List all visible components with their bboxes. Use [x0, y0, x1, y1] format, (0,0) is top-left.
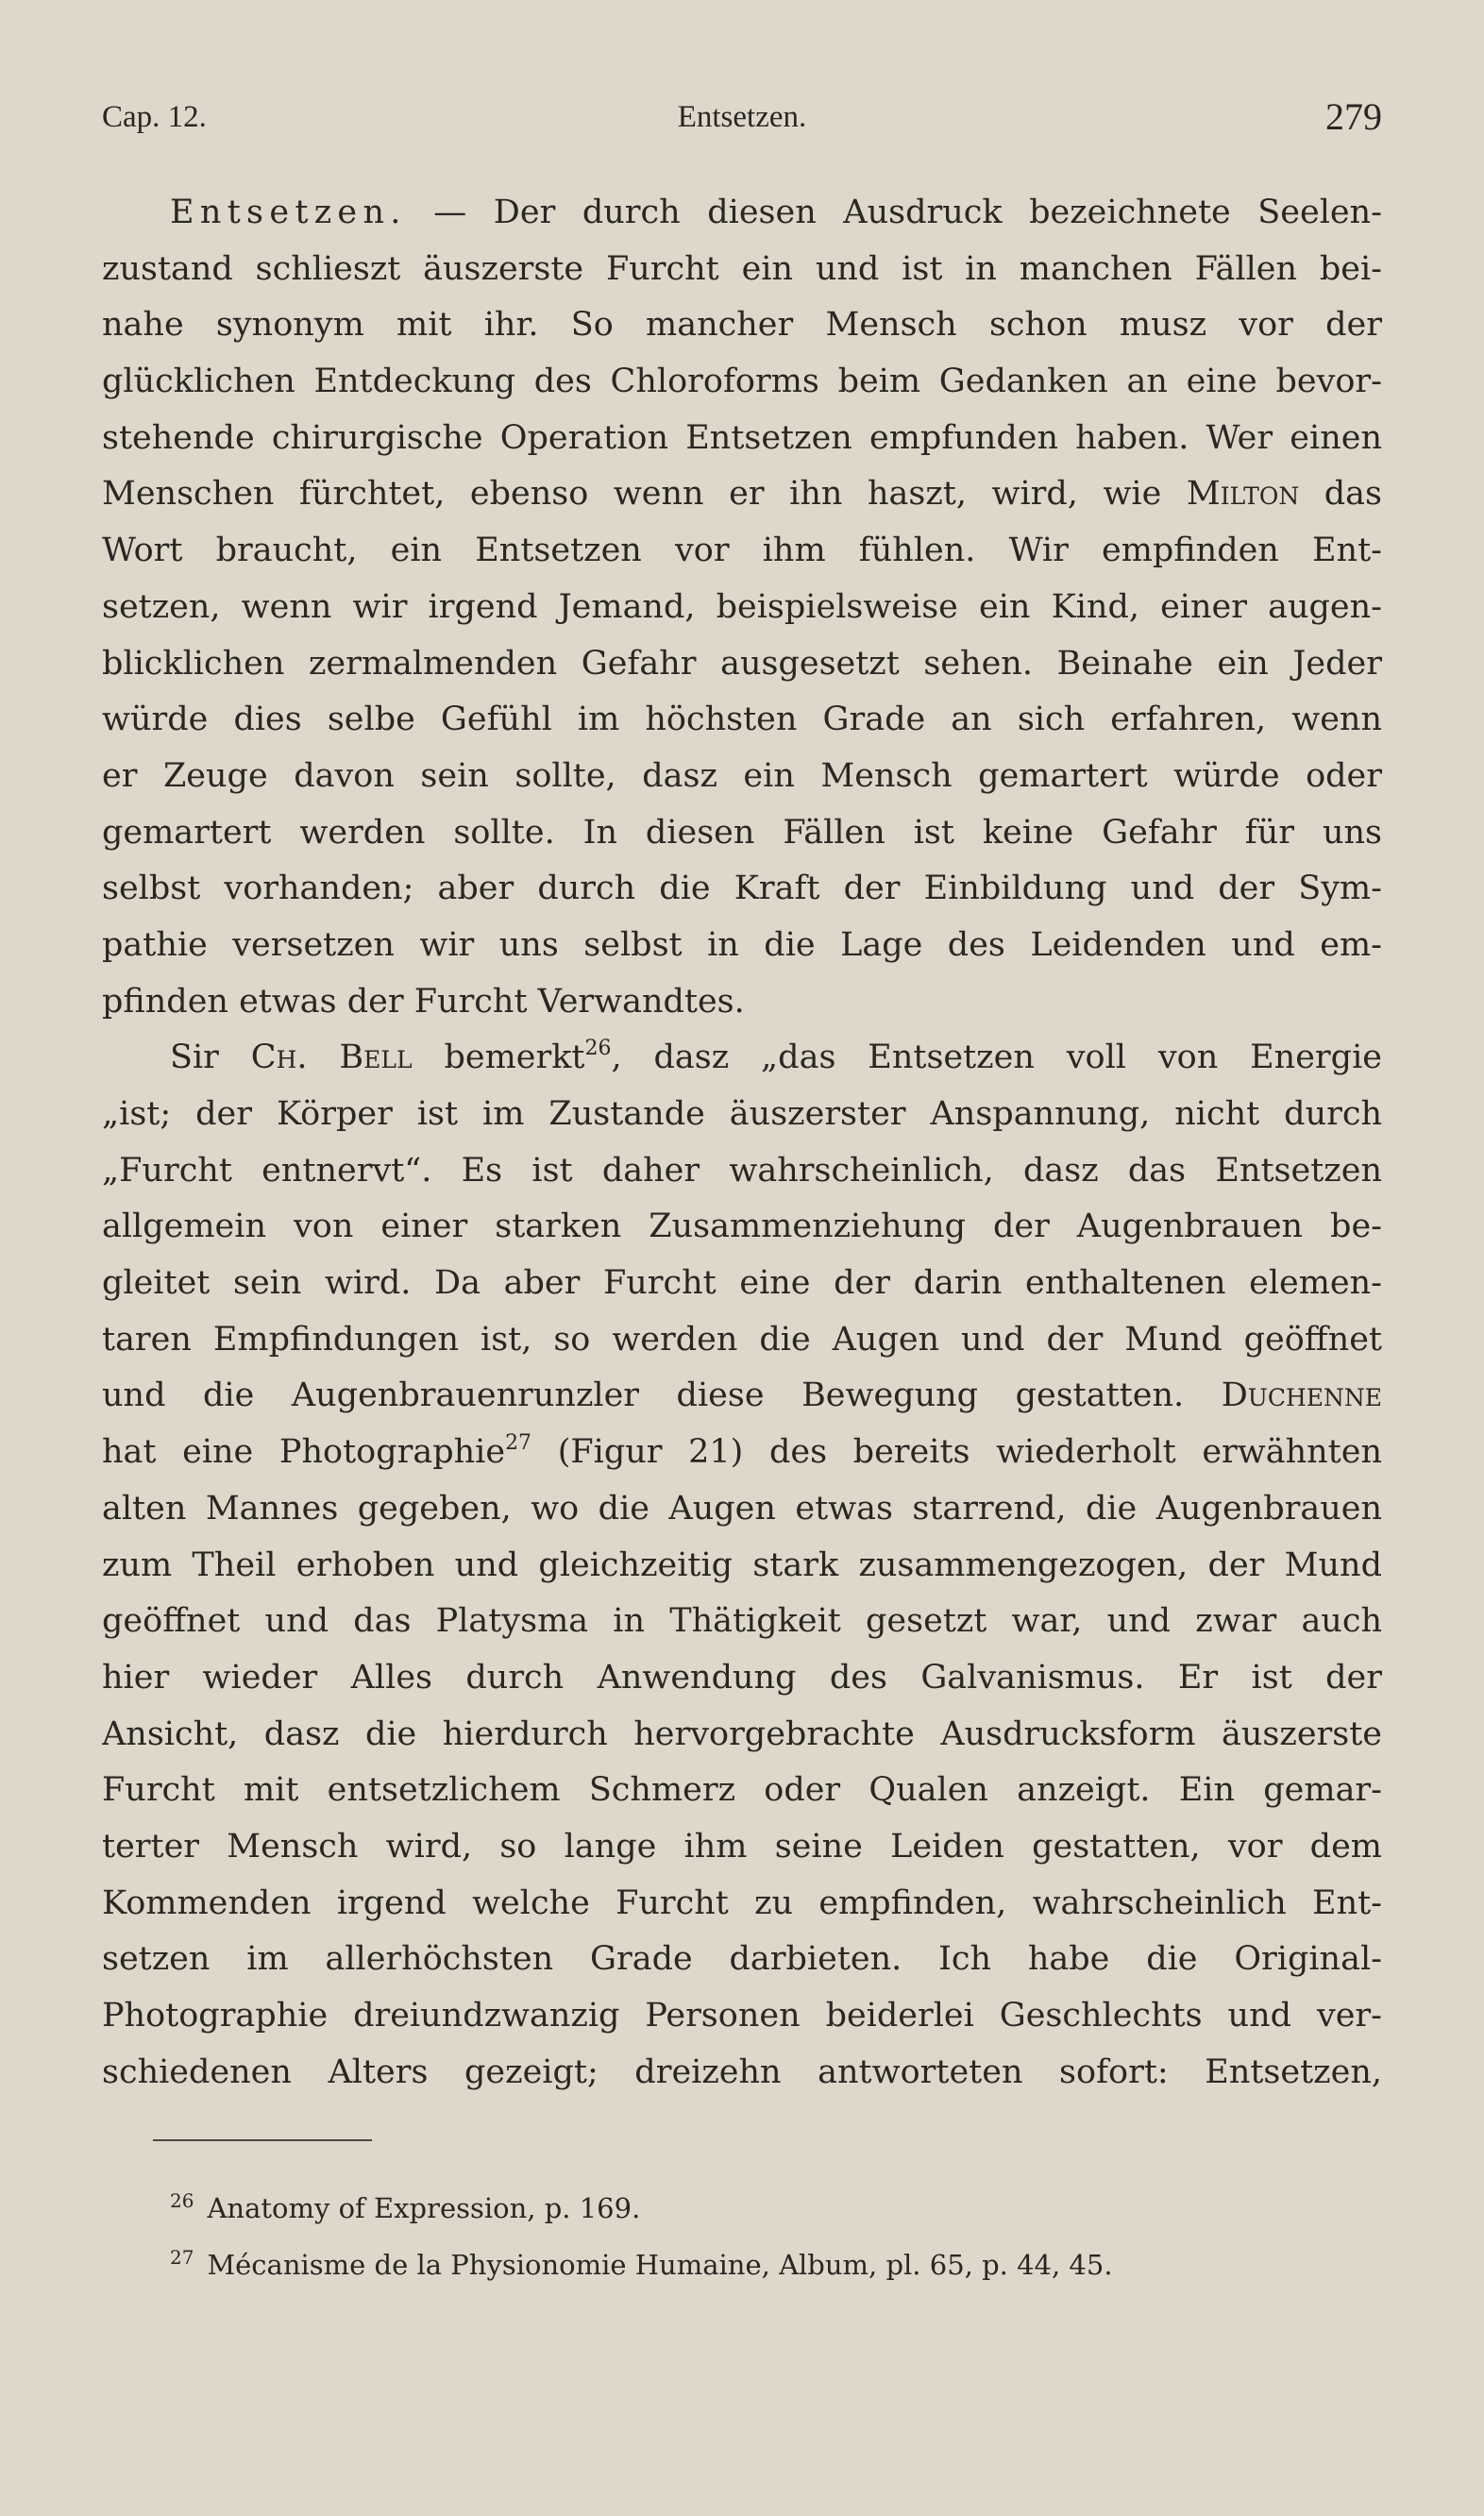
footnote-number: 26	[170, 2189, 194, 2212]
text-line: setzen, wenn wir irgend Jemand, beispielsweise ein Kind, einer augen-	[102, 587, 1382, 626]
text-line: terter Mensch wird, so lange ihm seine Leiden gestatten, vor dem	[102, 1827, 1382, 1866]
text-line: taren Empfindungen ist, so werden die Augen und der Mund geöffnet	[102, 1320, 1382, 1359]
footnote-text: Mécanisme de la Physionomie Humaine, Album, pl. 65, p. 44, 45.	[207, 2249, 1113, 2281]
footnote-ref[interactable]: 27	[505, 1431, 532, 1456]
text-line: würde dies selbe Gefühl im höchsten Grade an sich erfahren, wenn	[102, 701, 1382, 739]
text-line: Kommenden irgend welche Furcht zu empfinden, wahrscheinlich Ent-	[102, 1883, 1382, 1922]
footnote-ref[interactable]: 26	[584, 1037, 612, 1061]
text-line: glücklichen Entdeckung des Chloroforms beim Gedanken an eine bevor-	[102, 363, 1382, 401]
text-line: zum Theil erhoben und gleichzeitig stark zusammengezogen, der Mund	[102, 1545, 1382, 1584]
body-text	[102, 185, 1382, 2101]
footnote	[170, 2176, 1341, 2233]
footnote	[170, 2233, 1341, 2289]
text-line: setzen im allerhöchsten Grade darbieten. Ich habe die Original-	[102, 1940, 1382, 1979]
text-line: blicklichen zermalmenden Gefahr ausgesetzt sehen. Beinahe ein Jeder	[102, 644, 1382, 683]
text-line: selbst vorhanden; aber durch die Kraft der Einbildung und der Sym-	[102, 870, 1382, 908]
text-line: „Furcht entnervt“. Es ist daher wahrscheinlich, dasz das Entsetzen	[102, 1151, 1382, 1190]
text-line: hat eine Photographie$^{27}$ (Figur 21) des bereits wiederholt erwähnten	[102, 1431, 1382, 1472]
text-line: schiedenen Alters gezeigt; dreizehn antworteten sofort: Entsetzen,	[102, 2052, 1382, 2091]
text-line: Wort braucht, ein Entsetzen vor ihm fühlen. Wir empfinden Ent-	[102, 532, 1382, 570]
text-line: und die Augenbrauenrunzler diese Bewegung gestatten. Duchenne	[102, 1376, 1382, 1415]
text-line: allgemein von einer starken Zusammenziehung der Augenbrauen be-	[102, 1207, 1382, 1246]
text-line: nahe synonym mit ihr. So mancher Mensch schon musz vor der	[102, 306, 1382, 345]
author-name: Milton	[1186, 475, 1300, 514]
text-line: Furcht mit entsetzlichem Schmerz oder Qualen anzeigt. Ein gemar-	[102, 1771, 1382, 1810]
text-line: zustand schlieszt äuszerste Furcht ein und ist in manchen Fällen bei-	[102, 249, 1382, 288]
text-line: Menschen fürchtet, ebenso wenn er ihn haszt, wird, wie Milton das	[102, 475, 1382, 514]
text-line: er Zeuge davon sein sollte, dasz ein Mensch gemartert würde oder	[102, 756, 1382, 795]
text-line: hier wieder Alles durch Anwendung des Galvanismus. Er ist der	[102, 1658, 1382, 1697]
text-line: „ist; der Körper ist im Zustande äuszerster Anspannung, nicht durch	[102, 1095, 1382, 1133]
text-line: stehende chirurgische Operation Entsetzen empfunden haben. Wer einen	[102, 418, 1382, 457]
text-line: Sir Ch. Bell bemerkt$^{26}$, dasz „das Entsetzen voll von Energie	[170, 1037, 1382, 1077]
text-line: alten Mannes gegeben, wo die Augen etwas starrend, die Augenbrauen	[102, 1489, 1382, 1528]
section-term: Entsetzen.	[170, 194, 407, 231]
text-line: gemartert werden sollte. In diesen Fällen ist keine Gefahr für uns	[102, 813, 1382, 852]
text-line: Photographie dreiundzwanzig Personen beiderlei Geschlechts und ver-	[102, 1997, 1382, 2035]
footnotes	[170, 2176, 1341, 2289]
footnote-divider	[153, 2139, 372, 2141]
author-name: Ch. Bell	[250, 1038, 413, 1077]
text-line: Ansicht, dasz die hierdurch hervorgebrachte Ausdrucksform äuszerste	[102, 1714, 1382, 1753]
running-title: Entsetzen.	[677, 100, 807, 134]
text-line: geöffnet und das Platysma in Thätigkeit gesetzt war, und zwar auch	[102, 1602, 1382, 1641]
footnote-text: Anatomy of Expression, p. 169.	[207, 2192, 641, 2224]
page-number: 279	[1325, 95, 1382, 138]
text-line: pathie versetzen wir uns selbst in die Lage des Leidenden und em-	[102, 925, 1382, 964]
text-line: pfinden etwas der Furcht Verwandtes.	[102, 982, 745, 1021]
chapter-label: Cap. 12.	[102, 100, 207, 134]
running-head	[102, 94, 1382, 142]
text-line: gleitet sein wird. Da aber Furcht eine der darin enthaltenen elemen-	[102, 1264, 1382, 1303]
author-name: Duchenne	[1221, 1376, 1382, 1415]
text-line: Entsetzen. — Der durch diesen Ausdruck bezeichnete Seelen-	[170, 194, 1382, 231]
footnote-number: 27	[170, 2246, 194, 2269]
